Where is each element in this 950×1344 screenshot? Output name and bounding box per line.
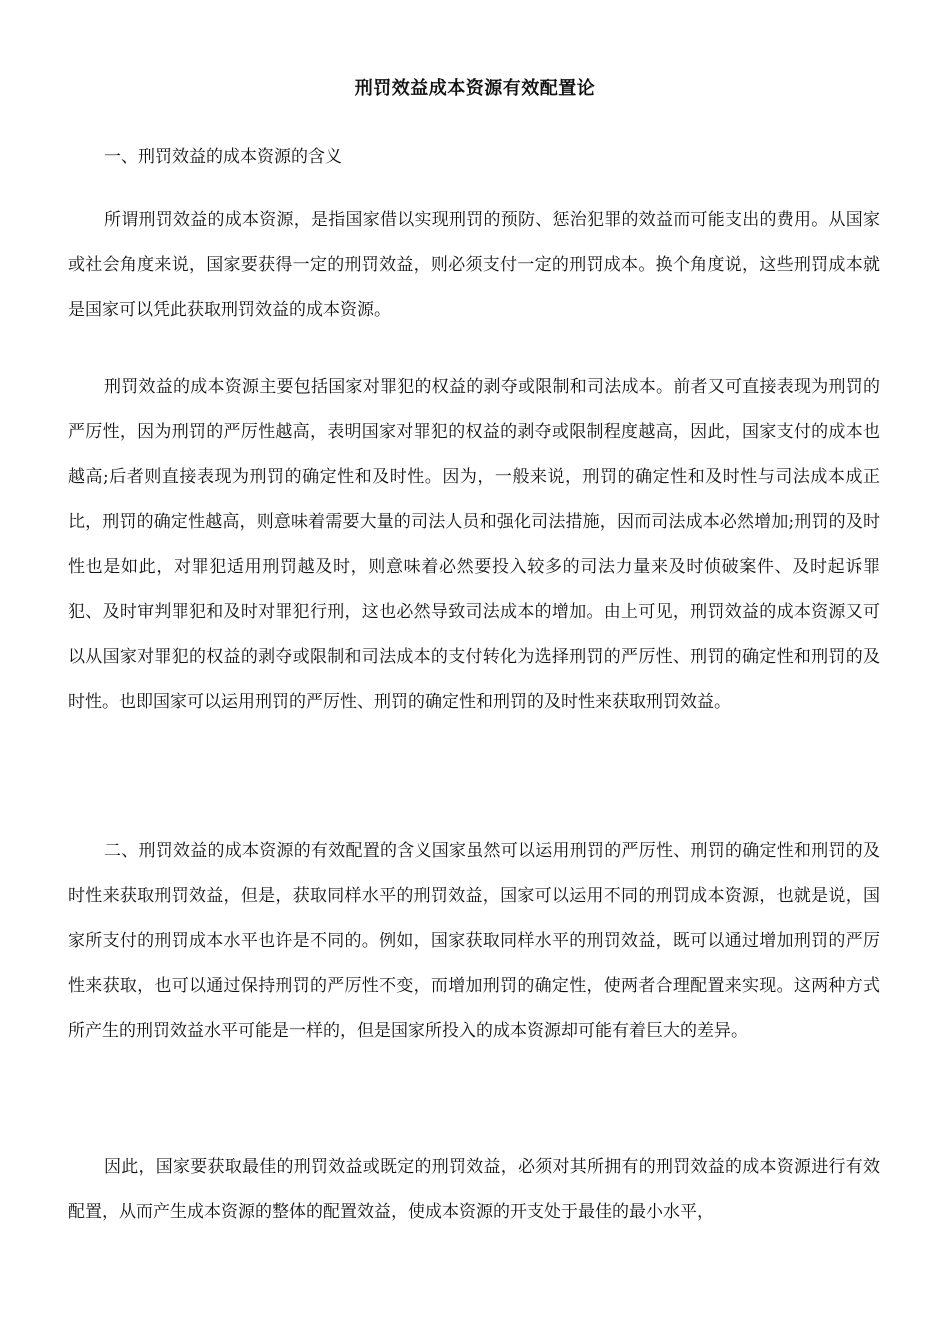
paragraph-1: 所谓刑罚效益的成本资源，是指国家借以实现刑罚的预防、惩治犯罪的效益而可能支出的费用。从国家或社会角度来说，国家要获得一定的刑罚效益，则必须支付一定的刑罚成本。换个角度说，这些刑罚成本就是国家可以凭此获取刑罚效益的成本资源。 (68, 210, 880, 320)
section-heading-1: 一、刑罚效益的成本资源的含义 (104, 147, 342, 167)
paragraph-4: 因此，国家要获取最佳的刑罚效益或既定的刑罚效益，必须对其所拥有的刑罚效益的成本资源进行有效配置，从而产生成本资源的整体的配置效益，使成本资源的开支处于最佳的最小水平， (68, 1157, 880, 1222)
paragraph-2: 刑罚效益的成本资源主要包括国家对罪犯的权益的剥夺或限制和司法成本。前者又可直接表现为刑罚的严厉性，因为刑罚的严厉性越高，表明国家对罪犯的权益的剥夺或限制程度越高，因此，国家支付的成本也越高;后者则直接表现为刑罚的确定性和及时性。因为，一般来说，刑罚的确定性和及时性与司法成本成正比，刑罚的确定性越高，则意味着需要大量的司法人员和强化司法措施，因而司法成本必然增加;刑罚的及时性也是如此，对罪犯适用刑罚越及时，则意味着必然要投入较多的司法力量来及时侦破案件、及时起诉罪犯、及时审判罪犯和及时对罪犯行刑，这也必然导致司法成本的增加。由上可见，刑罚效益的成本资源又可以从国家对罪犯的权益的剥夺或限制和司法成本的支付转化为选择刑罚的严厉性、刑罚的确定性和刑罚的及时性。也即国家可以运用刑罚的严厉性、刑罚的确定性和刑罚的及时性来获取刑罚效益。 (68, 377, 880, 712)
paragraph-3: 二、刑罚效益的成本资源的有效配置的含义国家虽然可以运用刑罚的严厉性、刑罚的确定性和刑罚的及时性来获取刑罚效益，但是，获取同样水平的刑罚效益，国家可以运用不同的刑罚成本资源，也就是说，国家所支付的刑罚成本水平也许是不同的。例如，国家获取同样水平的刑罚效益，既可以通过增加刑罚的严厉性来获取，也可以通过保持刑罚的严厉性不变，而增加刑罚的确定性，使两者合理配置来实现。这两种方式所产生的刑罚效益水平可能是一样的，但是国家所投入的成本资源却可能有着巨大的差异。 (68, 841, 880, 1041)
document-title: 刑罚效益成本资源有效配置论 (354, 78, 596, 99)
